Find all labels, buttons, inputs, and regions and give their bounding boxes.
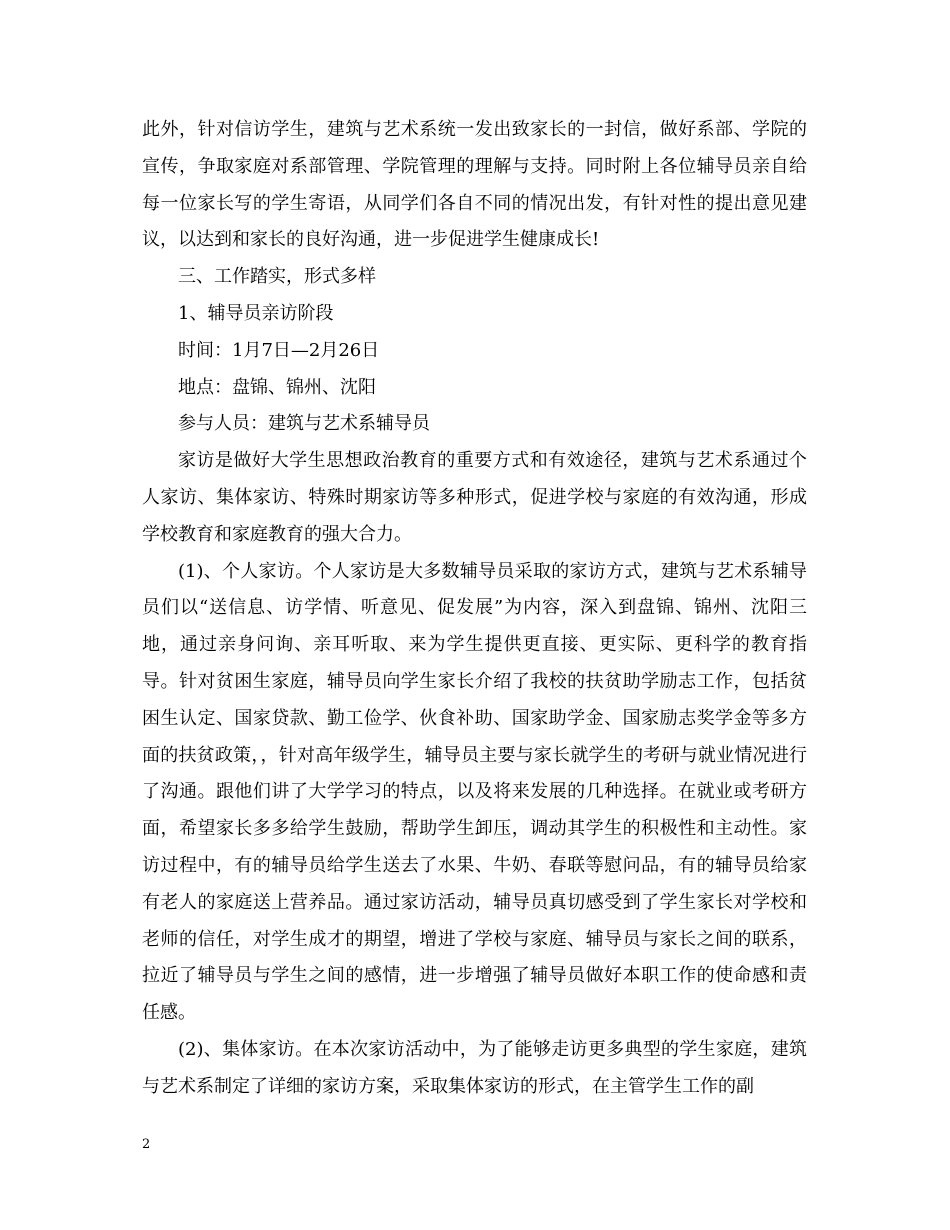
paragraph-group-visits: (2)、集体家访。在本次家访活动中，为了能够走访更多典型的学生家庭，建筑与艺术系制定了详细的家访方案，采取集体家访的形式，在主管学生工作的副 (142, 1038, 807, 1097)
subheading-counselor-visits: 1、辅导员亲访阶段 (178, 302, 334, 324)
section-heading-work: 三、工作踏实，形式多样 (178, 266, 376, 288)
visit-participants: 参与人员：建筑与艺术系辅导员 (178, 413, 430, 435)
visit-time: 时间：1月7日—2月26日 (178, 339, 380, 361)
page-number: 2 (142, 1137, 151, 1152)
visit-location: 地点：盘锦、锦州、沈阳 (178, 376, 376, 398)
paragraph-home-visit-intro: 家访是做好大学生思想政治教育的重要方式和有效途径，建筑与艺术系通过个人家访、集体家访、特殊时期家访等多种形式，促进学校与家庭的有效沟通，形成学校教育和家庭教育的强大合力。 (142, 450, 807, 545)
paragraph-letter-to-parents: 此外，针对信访学生，建筑与艺术系统一发出致家长的一封信，做好系部、学院的宣传，争取家庭对系部管理、学院管理的理解与支持。同时附上各位辅导员亲自给每一位家长写的学生寄语，从同学们各自不同的情况出发，有针对性的提出意见建议，以达到和家长的良好沟通，进一步促进学生健康成长! (142, 119, 807, 251)
document-body (142, 112, 807, 1106)
paragraph-individual-visits: (1)、个人家访。个人家访是大多数辅导员采取的家访方式，建筑与艺术系辅导员们以“送信息、访学情、听意见、促发展”为内容，深入到盘锦、锦州、沈阳三地，通过亲身问询、亲耳听取、来为学生提供更直接、更实际、更科学的教育指导。针对贫困生家庭，辅导员向学生家长介绍了我校的扶贫助学励志工作，包括贫困生认定、国家贷款、勤工俭学、伙食补助、国家助学金、国家励志奖学金等多方面的扶贫政策，，针对高年级学生，辅导员主要与家长就学生的考研与就业情况进行了沟通。跟他们讲了大学学习的特点，以及将来发展的几种选择。在就业或考研方面，希望家长多多给学生鼓励，帮助学生卸压，调动其学生的积极性和主动性。家访过程中，有的辅导员给学生送去了水果、牛奶、春联等慰问品，有的辅导员给家有老人的家庭送上营养品。通过家访活动，辅导员真切感受到了学生家长对学校和老师的信任，对学生成才的期望，增进了学校与家庭、辅导员与家长之间的联系，拉近了辅导员与学生之间的感情，进一步增强了辅导员做好本职工作的使命感和责任感。 (142, 560, 807, 1024)
